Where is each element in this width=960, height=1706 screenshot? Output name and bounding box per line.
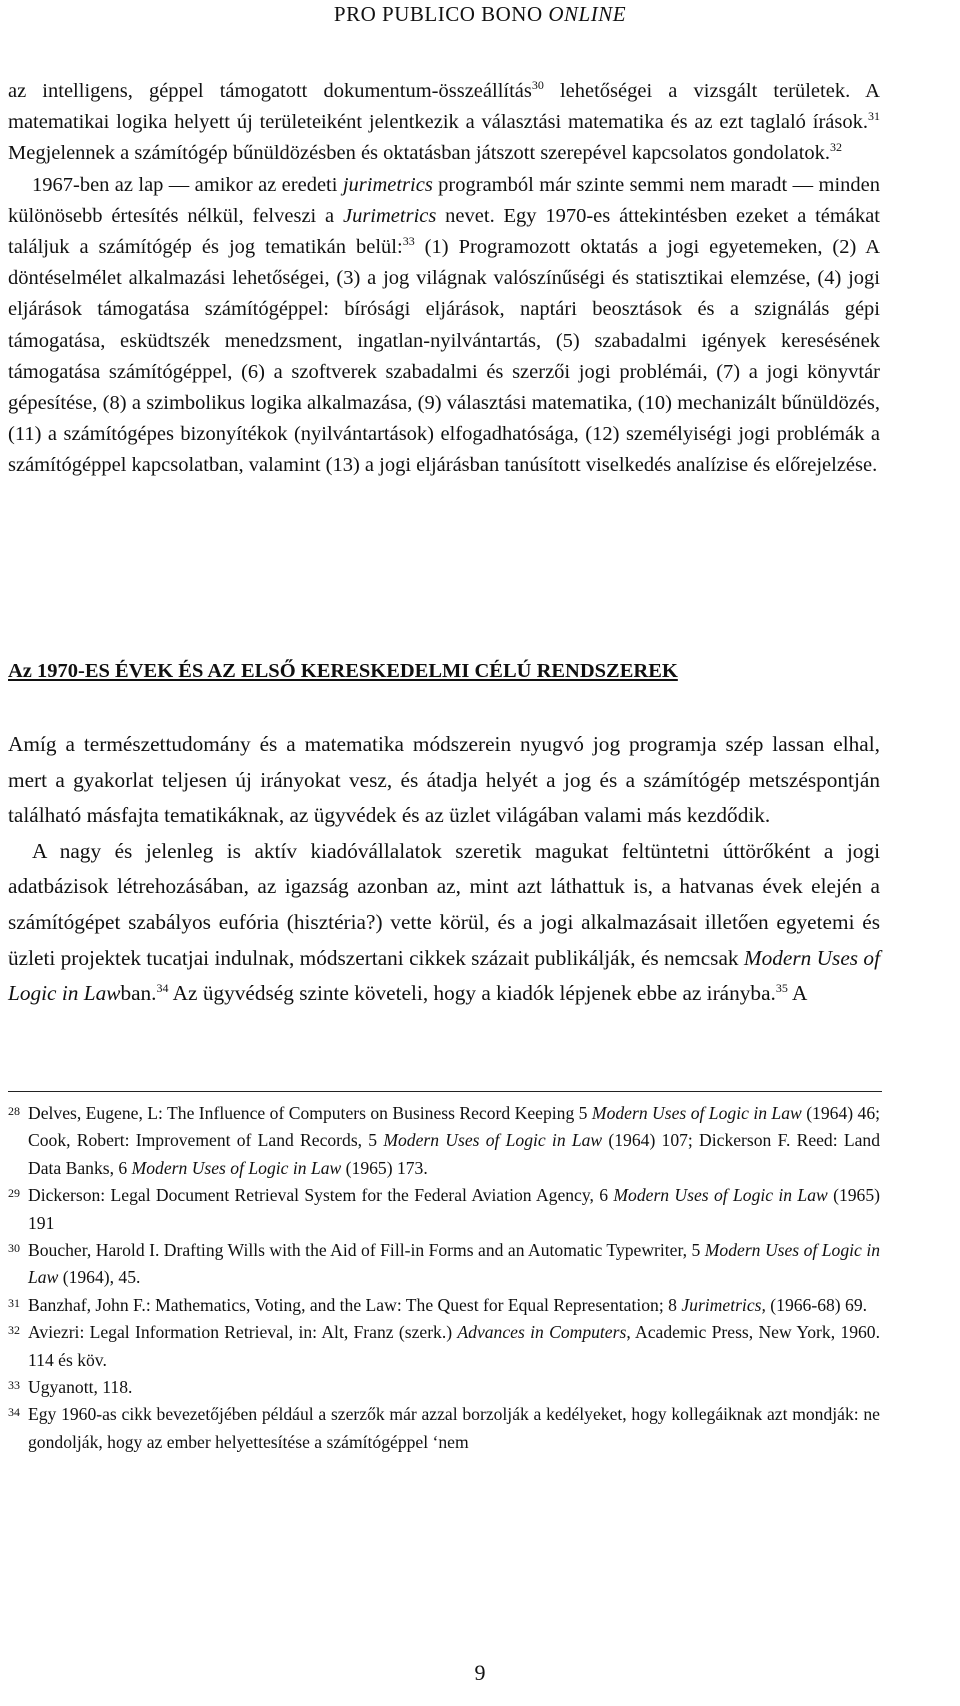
footnote-text: (1964), 45. — [58, 1267, 141, 1288]
footnote-28 — [8, 1100, 880, 1182]
footnote-italic-text: Modern Uses of Logic in Law — [591, 1103, 802, 1123]
footnote-text: , Academic Press, New York, 1960. 114 és köv. — [28, 1322, 880, 1370]
footnote-number: 30 — [8, 1241, 20, 1256]
main-text-lower — [8, 727, 880, 1012]
footnote-italic-text: Modern Uses of Logic in Law — [613, 1185, 828, 1206]
footnote-number: 31 — [8, 1295, 20, 1310]
footnote-ref-33[interactable]: 33 — [402, 234, 415, 249]
footnote-text: (1966-68) 69. — [765, 1294, 868, 1315]
footnote-italic-text: Modern Uses of Logic in Law — [131, 1157, 342, 1178]
footnote-italic-text: Modern Uses of Logic in Law — [28, 1240, 880, 1288]
footnotes — [8, 1100, 880, 1456]
footnote-29 — [8, 1182, 880, 1237]
footnote-31 — [8, 1292, 880, 1319]
footnote-number: 29 — [8, 1186, 20, 1201]
footnote-ref-34[interactable]: 34 — [156, 981, 169, 996]
footnote-text: (1964) 46; Cook, Robert: Improvement of Land Records, 5 — [28, 1103, 881, 1151]
footnote-34 — [8, 1401, 880, 1456]
footnote-italic-text: Jurimetrics, — [681, 1294, 766, 1315]
footnote-30 — [8, 1237, 880, 1292]
footnote-text: Delves, Eugene, L: The Influence of Computers on Business Record Keeping 5 — [28, 1103, 592, 1123]
footnote-ref-30[interactable]: 30 — [531, 78, 544, 93]
paragraph-2: 1967-ben az lap — amikor az eredeti jurimetrics programból már szinte semmi nem maradt — minden különösebb értesítés nélkül, felveszi a Jurimetrics nevet. Egy 1970-es áttekintésben ezeket a témákat találjuk a számítógép és jog tematikán belül:$^{33}$ (1) Programozott oktatás a jogi egyetemeken, (2) A döntéselmélet alkalmazási lehetőségei, (3) a jog világnak valószínűségi és statisztikai elemzése, (4) jogi eljárások támogatása számítógéppel: bírósági eljárások, naptári beosztások és a szignálás gépi támogatása, esküdtszék menedzsment, ingatlan-nyilvántartás, (5) szabadalmi igények keresésének támogatása számítógéppel, (6) a szoftverek szabadalmi és szerzői jogi problémái, (7) a jogi könyvtár gépesítése, (8) a szimbolikus logika alkalmazása, (9) választási matematika, (10) mechanizált bűnüldözés, (11) a számítógépes bizonyítékok (nyilvántartások) elfogadhatósága, (12) személyiségi jogi problémák a számítógéppel kapcsolatban, valamint (13) a jogi eljárásban tanúsított viselkedés analízise és előrejelzése. — [8, 173, 881, 477]
footnote-text: Aviezri: Legal Information Retrieval, in: Alt, Franz (szerk.) — [28, 1322, 458, 1343]
footnote-text: (1964) 107; Dickerson F. Reed: Land Data Banks, 6 — [28, 1130, 881, 1178]
section-heading: Az 1970-ES ÉVEK ÉS AZ ELSŐ KERESKEDELMI CÉLÚ RENDSZEREK — [8, 660, 678, 682]
footnote-ref-32[interactable]: 32 — [830, 140, 843, 155]
paragraph-3: Amíg a természettudomány és a matematika módszerein nyugvó jog programja szép lassan elhal, mert a gyakorlat teljesen új irányokat vesz, és átadja helyét a jog és a számítógép metszéspontján található másfajta tematikáknak, az ügyvédek és az üzlet világában valami más kezdődik. — [8, 732, 880, 828]
footnote-32 — [8, 1319, 880, 1374]
main-text-upper — [8, 76, 880, 482]
footnote-text: Ugyanott, 118. — [28, 1377, 133, 1398]
footnote-ref-35[interactable]: 35 — [775, 981, 788, 996]
footnote-number: 33 — [8, 1378, 20, 1393]
footnote-text: Banzhaf, John F.: Mathematics, Voting, and the Law: The Quest for Equal Representation; 8 — [28, 1294, 682, 1315]
publication-title: PRO PUBLICO BONO — [333, 2, 543, 26]
footnote-text: Dickerson: Legal Document Retrieval System for the Federal Aviation Agency, 6 — [28, 1185, 614, 1206]
edition-label: ONLINE — [548, 2, 627, 26]
footnote-ref-31[interactable]: 31 — [868, 109, 880, 124]
footnote-italic-text: Advances in Computers — [457, 1322, 627, 1343]
footnote-33 — [8, 1374, 880, 1401]
footnote-separator — [8, 1091, 882, 1092]
footnote-number: 34 — [8, 1405, 20, 1420]
paragraph-4: A nagy és jelenleg is aktív kiadóvállalatok szeretik magukat feltüntetni úttörőként a jogi adatbázisok létrehozásában, az igazság azonban az, mint azt láthattuk is, a hatvanas évek elején a számítógépet szabályos eufória (hisztéria?) vette körül, és a jogi alkalmazásait illetően egyetemi és üzleti projektek tucatjai indulnak, módszertani cikkek százait publikálják, és nemcsak Modern Uses of Logic in Lawban.$^{34}$ Az ügyvédség szinte követeli, hogy a kiadók lépjenek ebbe az irányba.$^{35}$ A — [8, 838, 880, 1006]
footnote-text: (1965) 191 — [28, 1185, 880, 1233]
footnote-italic-text: Modern Uses of Logic in Law — [383, 1130, 603, 1151]
footnote-text: Egy 1960-as cikk bevezetőjében például a szerzők már azzal borzolják a kedélyeket, hogy kollegáiknak azt mondják: ne gondolják, hogy az ember helyettesítése a számítógéppel ‘nem — [28, 1404, 880, 1452]
footnote-number: 28 — [8, 1104, 20, 1118]
paragraph-1: az intelligens, géppel támogatott dokumentum-összeállítás$^{30}$ lehetőségei a vizsgált területek. A matematikai logika helyett új területeiként jelentkezik a választási matematika és az ezt taglaló írások.$^{31}$ Megjelennek a számítógép bűnüldözésben és oktatásban játszott szerepével kapcsolatos gondolatok.$^{32}$ — [8, 78, 880, 165]
footnote-number: 32 — [8, 1323, 20, 1338]
running-header — [0, 0, 960, 27]
page-number: 9 — [474, 1660, 486, 1685]
footnote-text: Boucher, Harold I. Drafting Wills with the Aid of Fill-in Forms and an Automatic Typewriter, 5 — [28, 1240, 705, 1261]
footnote-text: (1965) 173. — [341, 1157, 428, 1178]
